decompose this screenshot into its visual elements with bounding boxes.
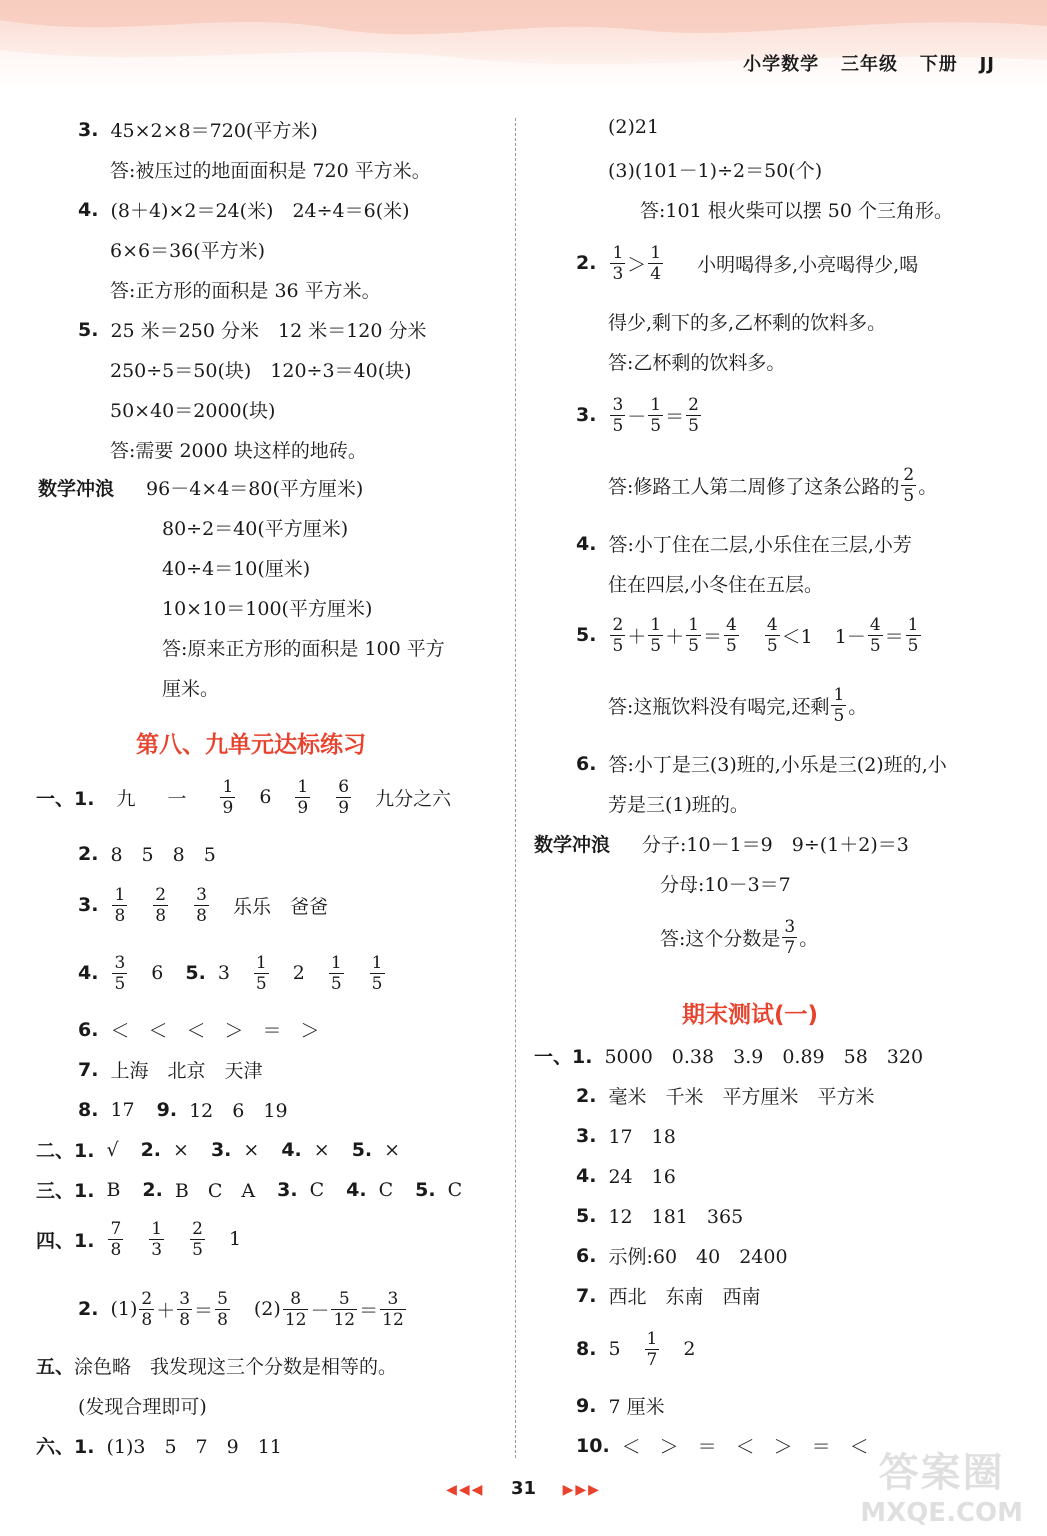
fraction: $\frac{1}{5}$ <box>907 614 919 656</box>
answer-line: 芳是三(1)班的。 <box>608 794 749 816</box>
answer-line: 一、1. 九 一 $\frac{1}{9}$ 6 $\frac{1}{9}$ $\frac{6}{9}$ 九分之六 <box>36 776 452 818</box>
answer-line: 7. 上海 北京 天津 <box>78 1058 263 1082</box>
fraction: $\frac{6}{9}$ <box>338 776 350 818</box>
answer-line: 五、 涂色略 我发现这三个分数是相等的。 <box>36 1356 398 1378</box>
fraction: $\frac{4}{5}$ <box>869 614 881 656</box>
answer-line: 答:这瓶饮料没有喝完,还剩 $\frac{1}{5}$ 。 <box>608 684 868 726</box>
page-header <box>743 50 995 76</box>
answer-line: 6. 示例:60 40 2400 <box>576 1244 788 1268</box>
fraction: $\frac{3}{7}$ <box>784 916 796 958</box>
fraction: $\frac{3}{12}$ <box>382 1288 404 1330</box>
fraction: $\frac{1}{5}$ <box>330 952 342 994</box>
fraction: $\frac{1}{3}$ <box>151 1218 163 1260</box>
answer-line: 四、1. $\frac{7}{8}$ $\frac{1}{3}$ $\frac{2}{5}$ 1 <box>36 1218 242 1260</box>
fraction: $\frac{2}{8}$ <box>155 884 167 926</box>
answer-line: 答:需要 2000 块这样的地砖。 <box>110 440 367 462</box>
header-subject: 小学数学 <box>743 54 820 75</box>
answer-line: 10×10＝100(平方厘米) <box>162 598 373 620</box>
answer-line: 答:被压过的地面面积是 720 平方米。 <box>110 160 431 182</box>
answer-line: 二、1. √ 2. × 3. × 4. × 5. × <box>36 1138 401 1162</box>
answer-line: 六、1. (1)3 5 7 9 11 <box>36 1436 282 1458</box>
answer-line: (3)(101－1)÷2＝50(个) <box>608 160 823 182</box>
fraction: $\frac{2}{5}$ <box>612 614 624 656</box>
answer-line: 答:101 根火柴可以摆 50 个三角形。 <box>640 200 953 222</box>
fraction: $\frac{3}{8}$ <box>196 884 207 926</box>
answer-line: 5. 25 米＝250 分米 12 米＝120 分米 <box>78 318 427 342</box>
answer-line: 一、1. 5000 0.38 3.9 0.89 58 320 <box>534 1046 924 1068</box>
answer-line: 分母:10－3＝7 <box>660 874 791 896</box>
fraction: $\frac{2}{5}$ <box>192 1218 203 1260</box>
answer-line: (发现合理即可) <box>78 1396 207 1418</box>
prev-arrows-icon: ◀◀◀ <box>446 1482 485 1498</box>
answer-line: 5. 12 181 365 <box>576 1204 744 1228</box>
answer-line: 8. 17 9. 12 6 19 <box>78 1098 288 1122</box>
answer-line: (2)21 <box>608 116 660 138</box>
answer-line: 8. 5 $\frac{1}{7}$ 2 <box>576 1328 696 1370</box>
answer-line: 住在四层,小冬住在五层。 <box>608 574 824 596</box>
answer-line: 40÷4＝10(厘米) <box>162 558 311 580</box>
answer-line: 2. $\frac{1}{3}$ ＞ $\frac{1}{4}$ 小明喝得多,小亮喝得少,喝 <box>576 242 919 284</box>
answer-line: 3. 17 18 <box>576 1124 676 1148</box>
fraction: $\frac{1}{5}$ <box>650 394 662 436</box>
fraction: $\frac{3}{8}$ <box>179 1288 191 1330</box>
fraction: $\frac{1}{7}$ <box>646 1328 658 1370</box>
answer-line: 得少,剩下的多,乙杯剩的饮料多。 <box>608 312 887 334</box>
answer-line: 6×6＝36(平方米) <box>110 240 266 262</box>
section-title: 期末测试(一) <box>682 1002 819 1028</box>
answer-line: 6. ＜ ＜ ＜ ＞ ＝ ＞ <box>78 1018 320 1042</box>
answer-line: 2. (1) $\frac{2}{8}$ ＋ $\frac{3}{8}$ ＝ $\frac{5}{8}$ (2) $\frac{8}{12}$ － $\frac{5}{12}$ ＝ $\frac{3}{12}$ <box>78 1288 404 1330</box>
fraction: $\frac{1}{5}$ <box>371 952 383 994</box>
fraction: $\frac{8}{12}$ <box>284 1288 307 1330</box>
answer-line: 4. (8＋4)×2＝24(米) 24÷4＝6(米) <box>78 198 410 222</box>
answer-line: 三、1. B 2. B C A 3. C 4. C 5. C <box>36 1178 463 1202</box>
answer-line: 3. $\frac{1}{8}$ $\frac{2}{8}$ $\frac{3}{8}$ 乐乐 爸爸 <box>78 884 328 926</box>
answer-line: 7. 西北 东南 西南 <box>576 1284 761 1308</box>
answer-line: 3. 45×2×8＝720(平方米) <box>78 118 318 142</box>
fraction: $\frac{3}{5}$ <box>612 394 624 436</box>
answer-line: 6. 答:小丁是三(3)班的,小乐是三(2)班的,小 <box>576 752 947 776</box>
header-volume: 下册 <box>919 54 958 75</box>
header-edition: JJ <box>979 54 995 75</box>
section-title: 第八、九单元达标练习 <box>136 732 366 758</box>
header-band <box>0 0 1047 92</box>
fraction: $\frac{1}{8}$ <box>114 884 126 926</box>
header-grade: 三年级 <box>840 54 898 75</box>
fraction: $\frac{5}{12}$ <box>333 1288 356 1330</box>
answer-line: 80÷2＝40(平方厘米) <box>162 518 349 540</box>
answer-line: 9. 7 厘米 <box>576 1394 665 1418</box>
answer-line: 4. 答:小丁住在二层,小乐住在三层,小芳 <box>576 532 912 556</box>
fraction: $\frac{7}{8}$ <box>110 1218 122 1260</box>
math-surf-block: 数学冲浪 分子:10－1＝9 9÷(1＋2)＝3 <box>534 830 909 857</box>
fraction: $\frac{1}{5}$ <box>650 614 662 656</box>
answer-line: 答:原来正方形的面积是 100 平方 <box>162 638 445 660</box>
answer-line: 10. ＜ ＞ ＝ ＜ ＞ ＝ ＜ <box>576 1434 869 1458</box>
fraction: $\frac{4}{5}$ <box>725 614 737 656</box>
answer-line: 5. $\frac{2}{5}$ ＋ $\frac{1}{5}$ ＋ $\frac{1}{5}$ ＝ $\frac{4}{5}$ $\frac{4}{5}$ ＜1 1－ $\frac{4}{5}$ ＝ $\frac{1}{5}$ <box>576 614 919 656</box>
fraction: $\frac{2}{5}$ <box>688 394 699 436</box>
answer-line: 答:修路工人第二周修了这条公路的 $\frac{2}{5}$ 。 <box>608 464 938 506</box>
fraction: $\frac{2}{8}$ <box>141 1288 153 1330</box>
answer-line: 答:这个分数是 $\frac{3}{7}$ 。 <box>660 916 819 958</box>
answer-line: 250÷5＝50(块) 120÷3＝40(块) <box>110 360 412 382</box>
fraction: $\frac{1}{5}$ <box>833 684 845 726</box>
math-surf-block: 数学冲浪 96－4×4＝80(平方厘米) <box>38 474 363 501</box>
answer-line: 4. 24 16 <box>576 1164 676 1188</box>
answer-line: 答:正方形的面积是 36 平方米。 <box>110 280 381 302</box>
header-decoration <box>0 0 1047 92</box>
page-number: 31 <box>510 1478 537 1499</box>
answer-line: 3. $\frac{3}{5}$ － $\frac{1}{5}$ ＝ $\frac{2}{5}$ <box>576 394 699 436</box>
fraction: $\frac{4}{5}$ <box>766 614 778 656</box>
fraction: $\frac{1}{4}$ <box>650 242 662 284</box>
fraction: $\frac{1}{9}$ <box>222 776 234 818</box>
fraction: $\frac{2}{5}$ <box>903 464 915 506</box>
column-divider <box>515 118 516 1458</box>
answer-line: 2. 毫米 千米 平方厘米 平方米 <box>576 1084 875 1108</box>
fraction: $\frac{1}{5}$ <box>255 952 267 994</box>
fraction: $\frac{1}{9}$ <box>297 776 309 818</box>
fraction: $\frac{1}{5}$ <box>688 614 699 656</box>
answer-line: 答:乙杯剩的饮料多。 <box>608 352 786 374</box>
fraction: $\frac{5}{8}$ <box>217 1288 228 1330</box>
math-surf-label: 数学冲浪 <box>38 478 115 500</box>
fraction: $\frac{3}{5}$ <box>114 952 126 994</box>
fraction: $\frac{1}{3}$ <box>612 242 624 284</box>
next-arrows-icon: ▶▶▶ <box>562 1482 601 1498</box>
answer-line: 2. 8 5 8 5 <box>78 842 216 866</box>
math-surf-label: 数学冲浪 <box>534 834 611 856</box>
watermark-logo: 答案圈 MXQE.COM <box>860 1450 1023 1528</box>
answer-line: 厘米。 <box>162 678 220 700</box>
answer-line: 50×40＝2000(块) <box>110 400 276 422</box>
answer-line: 4. $\frac{3}{5}$ 6 5. 3 $\frac{1}{5}$ 2 $\frac{1}{5}$ $\frac{1}{5}$ <box>78 952 383 994</box>
